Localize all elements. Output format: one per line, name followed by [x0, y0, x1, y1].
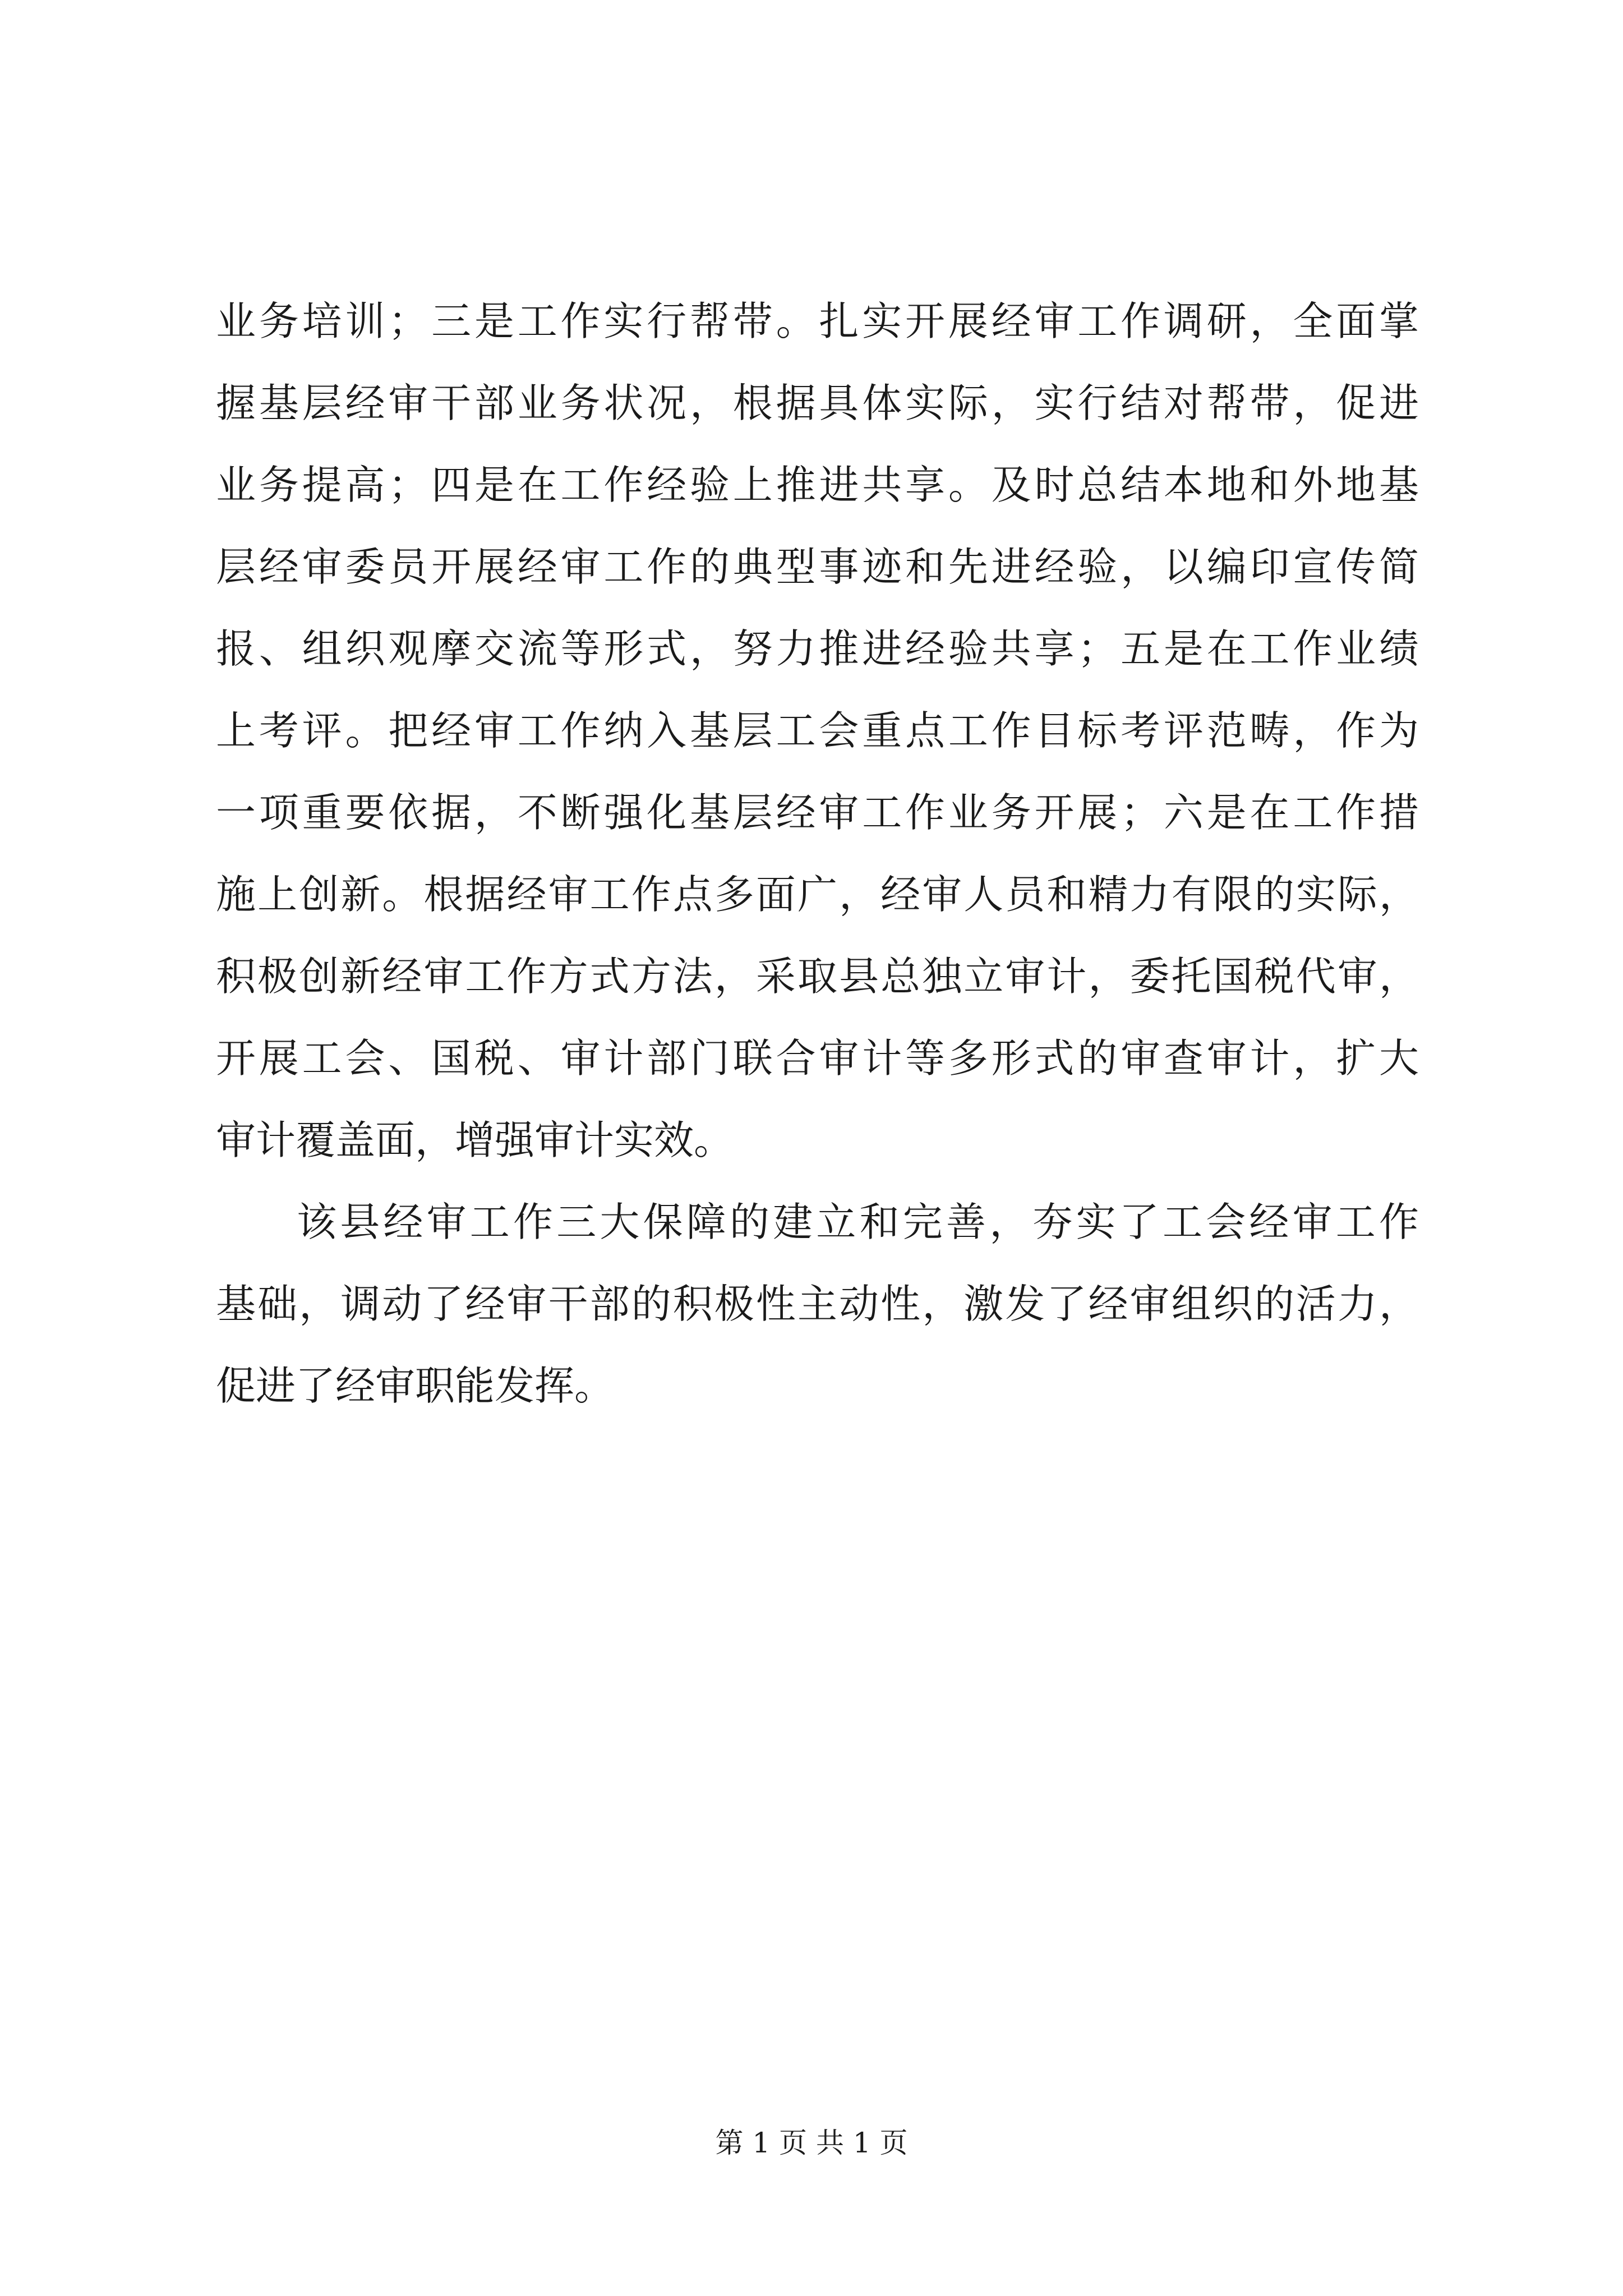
document-body: [216, 280, 1419, 1427]
text-line: 施上创新。根据经审工作点多面广，经审人员和精力有限的实际，: [216, 871, 1419, 918]
page-footer: [0, 2120, 1623, 2161]
text-line: 业务提高；四是在工作经验上推进共享。及时总结本地和外地基: [216, 462, 1419, 508]
text-line: 握基层经审干部业务状况，根据具体实际，实行结对帮带，促进: [216, 380, 1419, 426]
paragraph-1: [216, 280, 1419, 1181]
text-line: 开展工会、国税、审计部门联合审计等多形式的审查审计，扩大: [216, 1035, 1419, 1082]
text-line: 积极创新经审工作方式方法，采取县总独立审计，委托国税代审，: [216, 953, 1419, 1000]
text-line: 一项重要依据，不断强化基层经审工作业务开展；六是在工作措: [216, 789, 1419, 836]
text-line: 层经审委员开展经审工作的典型事迹和先进经验，以编印宣传简: [216, 544, 1419, 590]
text-line: 审计覆盖面，增强审计实效。: [216, 1117, 734, 1163]
text-line: 报、组织观摩交流等形式，努力推进经验共享；五是在工作业绩: [216, 625, 1419, 672]
text-line: 上考评。把经审工作纳入基层工会重点工作目标考评范畴，作为: [216, 707, 1419, 754]
text-line: 业务培训；三是工作实行帮带。扎实开展经审工作调研，全面掌: [216, 298, 1419, 344]
page-number-label: 第 1 页 共 1 页: [715, 2127, 908, 2159]
paragraph-2: [216, 1181, 1419, 1427]
text-line: 促进了经审职能发挥。: [216, 1363, 615, 1409]
text-line: 基础，调动了经审干部的积极性主动性，激发了经审组织的活力，: [216, 1281, 1419, 1327]
text-line: 该县经审工作三大保障的建立和完善，夯实了工会经审工作: [297, 1199, 1419, 1245]
